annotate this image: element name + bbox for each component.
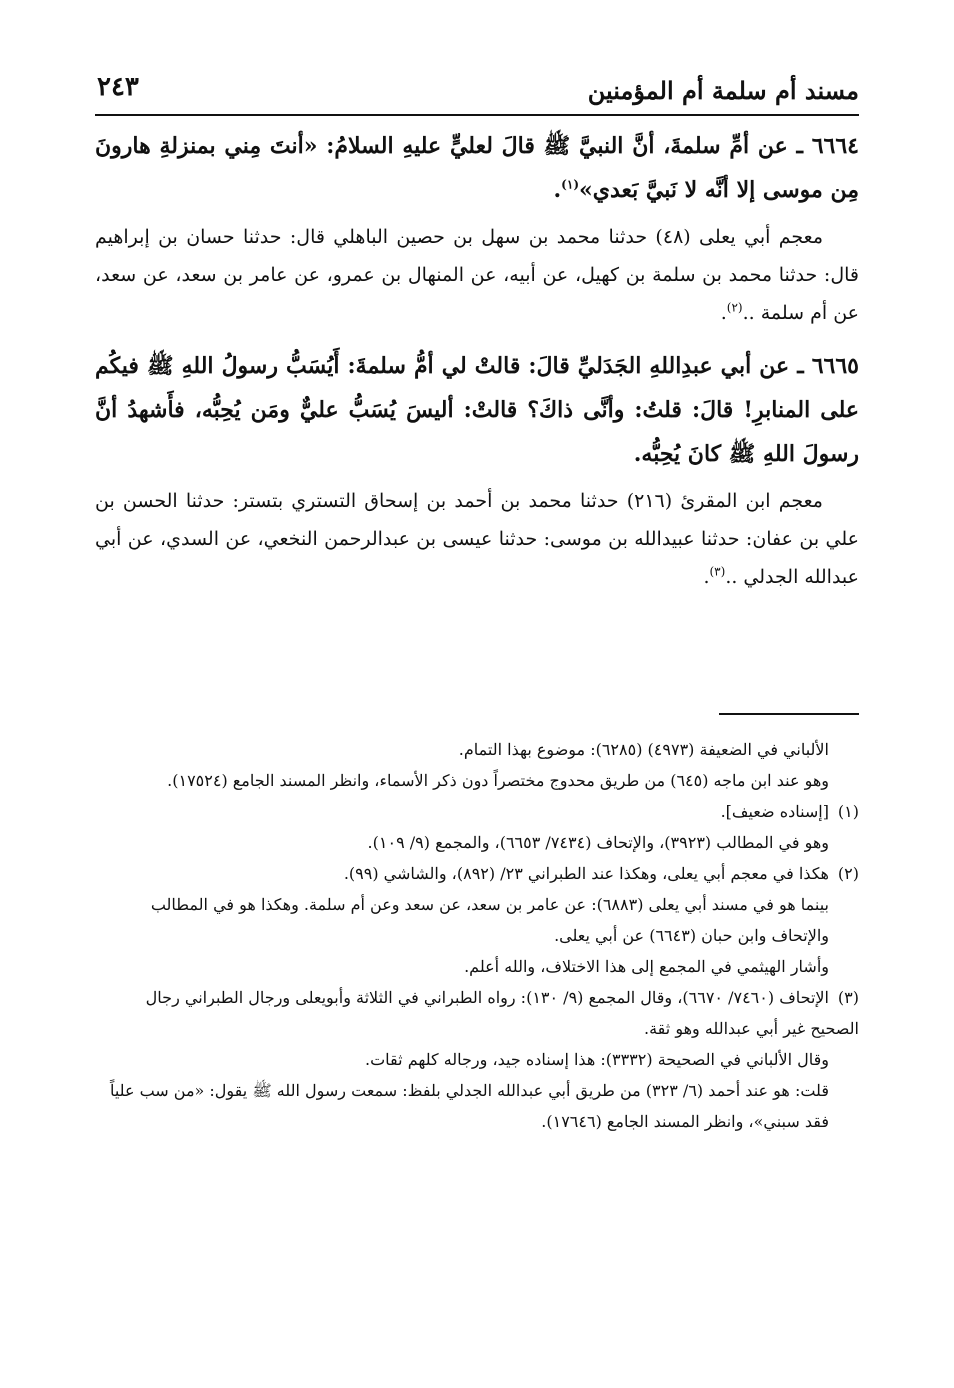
hadith-6665 (95, 344, 859, 476)
source-text: معجم ابن المقرئ (٢١٦) حدثنا محمد بن أحمد بن إسحاق التستري بتستر: حدثنا الحسن بن علي بن عفان: حدثنا عبيدالله بن موسى: حدثنا عيسى بن عبدالرحمن النخعي، عن السدي، عن أبي عبدالله الجدلي .. (95, 490, 859, 588)
hadith-text: عن أمِّ سلمةَ، أنَّ النبيَّ ﷺ قالَ لعليٍّ عليهِ السلامُ: «أنتَ مِني بمنزلةِ هارونَ مِن موسى إلا أنَّه لا نَبيَّ بَعدي» (95, 133, 859, 203)
footnote-ref: (١) (561, 177, 579, 192)
footnote-2 (95, 858, 859, 889)
footnote-mark: (٢) (837, 864, 859, 883)
footnote-line: بينما هو في مسند أبي يعلى (٦٨٨٣): عن عامر بن سعد، عن سعد وعن أم سلمة. وهكذا هو في المطالب والإتحاف وابن حبان (٦٦٤٣) عن أبي يعلى. (150, 895, 829, 945)
footnotes (95, 734, 859, 1137)
footnote-3 (95, 982, 859, 1044)
footnote-line: هكذا في معجم أبي يعلى، وهكذا عند الطبراني ٢٣/ (٨٩٢)، والشاشي (٩٩). (343, 864, 829, 883)
footnote-carryover-line: الألباني في الضعيفة (٤٩٧٣) (٦٢٨٥): موضوع بهذا التمام. (458, 740, 829, 759)
footnote-line: [إسناده ضعيف]. (720, 802, 829, 821)
source-text: معجم أبي يعلى (٤٨) حدثنا محمد بن سهل بن حصين الباهلي قال: حدثنا حسان بن إبراهيم قال: حدثنا محمد بن سلمة بن كهيل، عن أبيه، عن المنهال بن عمرو، عن عامر بن سعد، عن سعد، عن أم سلمة .. (95, 226, 859, 324)
footnote-ref: (٢) (726, 300, 743, 315)
hadith-text: عن أبي عبدِاللهِ الجَدَليِّ قالَ: قالتْ لي أمُّ سلمةَ: أَيُسَبُّ رسولُ اللهِ ﷺ فيكُم على المنابرِ! قالَ: قلتُ: وأنَّى ذاكَ؟ قالتْ: أليسَ يُسَبُّ عليٌّ ومَن يُحِبُّه، فأَشهدُ أنَّ رسولَ اللهِ ﷺ كانَ يُحِبُّه. (95, 353, 859, 467)
footnote-separator (719, 713, 859, 715)
main-text (95, 124, 859, 608)
hadith-source-6665: معجم ابن المقرئ (٢١٦) حدثنا محمد بن أحمد بن إسحاق التستري بتستر: حدثنا الحسن بن علي بن عفان: حدثنا عبيدالله بن موسى: حدثنا عيسى بن عبدالرحمن النخعي، عن السدي، عن أبي عبدالله الجدلي ..$^{(٣)}$. (95, 490, 859, 588)
footnote-line: وأشار الهيثمي في المجمع إلى هذا الاختلاف، والله أعلم. (464, 957, 829, 976)
footnote-ref: (٣) (709, 564, 726, 579)
footnote-1 (95, 796, 859, 827)
page-header (95, 70, 859, 116)
hadith-source-6664: معجم أبي يعلى (٤٨) حدثنا محمد بن سهل بن حصين الباهلي قال: حدثنا حسان بن إبراهيم قال: حدثنا محمد بن سلمة بن كهيل، عن أبيه، عن المنهال بن عمرو، عن عامر بن سعد، عن سعد، عن أم سلمة ..$^{(٢)}$. (95, 226, 859, 324)
footnote-line: وقال الألباني في الصحيحة (٣٣٣٢): هذا إسناده جيد، ورجاله كلهم ثقات. (365, 1050, 829, 1069)
footnote-mark: (١) (837, 802, 859, 821)
hadith-number: ٦٦٦٥ ـ (797, 353, 859, 379)
footnote-mark: (٣) (837, 988, 859, 1007)
page-number: ٢٤٣ (97, 72, 139, 102)
hadith-6664: ٦٦٦٤ ـ عن أمِّ سلمةَ، أنَّ النبيَّ ﷺ قالَ لعليٍّ عليهِ السلامُ: «أنتَ مِني بمنزلةِ هارونَ مِن موسى إلا أنَّه لا نَبيَّ بَعدي»$^{(١)}$. (95, 133, 859, 203)
footnote-line: قلت: هو عند أحمد (٦/ ٣٢٣) من طريق أبي عبدالله الجدلي بلفظ: سمعت رسول الله ﷺ يقول: «من سب علياً فقد سبني»، وانظر المسند الجامع (١٧٦٤٦). (109, 1081, 829, 1131)
footnote-line: وهو في المطالب (٣٩٢٣)، والإتحاف (٧٤٣٤/ ٦٦٥٣)، والمجمع (٩/ ١٠٩). (367, 833, 829, 852)
running-title: مسند أم سلمة أم المؤمنين (587, 76, 859, 105)
footnote-carryover-line: وهو عند ابن ماجه (٦٤٥) من طريق محدوج مختصراً دون ذكر الأسماء، وانظر المسند الجامع (١٧٥٢٤). (167, 771, 829, 790)
footnote-line: الإتحاف (٧٤٦٠/ ٦٦٧٠)، وقال المجمع (٩/ ١٣٠): رواه الطبراني في الثلاثة وأبويعلى ورجال الطبراني رجال الصحيح غير أبي عبدالله وهو ثقة. (145, 988, 859, 1038)
hadith-number: ٦٦٦٤ ـ (796, 133, 859, 159)
